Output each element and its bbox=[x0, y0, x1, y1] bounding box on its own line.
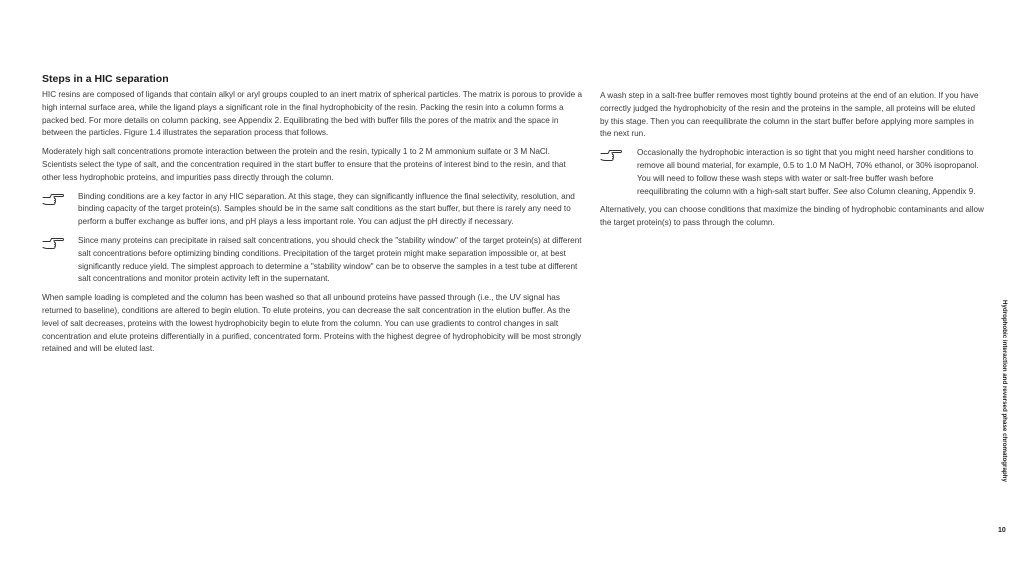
side-running-title bbox=[996, 300, 1008, 508]
note-text bbox=[637, 147, 985, 198]
pointing-hand-icon bbox=[600, 148, 622, 162]
note-text-main: Occasionally the hydrophobic interaction is so tight that you might need harsher conditions to remove all bound material, for example, 0.5 to 1.0 M NaOH, 70% ethanol, or 30% isopropanol. You will need to follow these wash steps with water or salt-free buffer wash before reequilibrating the column with a high-salt start buffer. bbox=[637, 148, 979, 196]
see-also-label: See also bbox=[833, 186, 865, 196]
note-text: Binding conditions are a key factor in any HIC separation. At this stage, they can significantly influence the final selectivity, resolution, and binding capacity of the target protein(s). Samples should be in the same salt conditions as the start buffer, but there is rarely any need to perform a buffer exchange as buffer ions, and pH plays a less important role. You can adjust the pH directly if necessary. bbox=[78, 191, 575, 227]
pointing-hand-icon bbox=[42, 192, 64, 206]
note-harsh-conditions bbox=[600, 147, 985, 198]
paragraph-alternative: Alternatively, you can choose conditions that maximize the binding of hydrophobic contaminants and allow the target protein(s) to pass through the column. bbox=[600, 205, 984, 228]
note-stability-window bbox=[42, 235, 584, 286]
side-title-text: Hydrophobic interaction and reversed phase chromatography bbox=[1001, 300, 1008, 482]
note-text: Since many proteins can precipitate in raised salt concentrations, you should check the "stability window" of the target protein(s) at different salt concentrations before optimizing binding conditions. Precipitation of the target protein might make separation impossible or, at best significantly reduce yield. The simplest approach to determine a "stability window" can be to observe the samples in a test tube at different salt concentrations and monitor protein activity left in the supernatant. bbox=[78, 235, 582, 284]
paragraph-resin: HIC resins are composed of ligands that contain alkyl or aryl groups coupled to an inert matrix of spherical particles. The matrix is porous to provide a high internal surface area, while the ligand plays a significant role in the final hydrophobicity of the resin. Packing the resin into a column forms a packed bed. For more details on column packing, see Appendix 2. Equilibrating the bed with buffer fills the pores of the matrix and the space in between the particles. Figure 1.4 illustrates the separation process that follows. bbox=[42, 90, 583, 138]
pointing-hand-icon bbox=[42, 236, 64, 250]
paragraph-wash-step: A wash step in a salt-free buffer removes most tightly bound proteins at the end of an elution. If you have correctly judged the hydrophobicity of the resin and the proteins in the sample, all proteins will be eluted by this stage. Then you can reequilibrate the column in the start buffer before applying more samples in the next run. bbox=[600, 91, 979, 139]
paragraph-salt: Moderately high salt concentrations promote interaction between the protein and the resin, typically 1 to 2 M ammonium sulfate or 3 M NaCl. Scientists select the type of salt, and the concentration required in the start buffer to ensure that the proteins of interest bind to the resin, and that other less hydrophobic proteins, and impurities pass directly through the column. bbox=[42, 147, 566, 182]
note-binding-conditions bbox=[42, 191, 584, 229]
paragraph-elution: When sample loading is completed and the column has been washed so that all unbound proteins have passed through (i.e., the UV signal has returned to baseline), conditions are altered to begin elution. To elute proteins, you can decrease the salt concentration in the elution buffer. As the level of salt decreases, proteins with the lowest hydrophobicity begin to elute from the column. You can use gradients to control changes in salt concentration and elute proteins differentially in a purified, concentrated form. Proteins with the highest degree of hydrophobicity will be most strongly retained and will be eluted last. bbox=[42, 293, 582, 354]
cross-reference: Column cleaning, Appendix 9. bbox=[864, 186, 976, 196]
page-number: 10 bbox=[998, 527, 1006, 534]
section-heading: Steps in a HIC separation bbox=[42, 73, 169, 85]
left-column bbox=[42, 72, 584, 362]
right-column bbox=[600, 90, 985, 236]
